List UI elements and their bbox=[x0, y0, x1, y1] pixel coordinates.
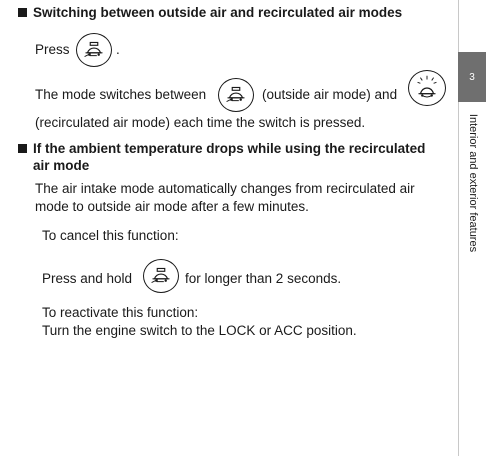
reactivate-label: To reactivate this function: bbox=[42, 305, 199, 320]
section-heading-air-modes: Switching between outside air and recirculated air modes bbox=[33, 5, 403, 20]
mode-text-middle: (outside air mode) and bbox=[262, 87, 398, 102]
ambient-description-line-1: The air intake mode automatically changes from recirculated air bbox=[35, 181, 415, 196]
press-hold-text-start: Press and hold bbox=[42, 271, 133, 286]
press-period: . bbox=[116, 42, 120, 57]
heading-line-2: air mode bbox=[33, 158, 90, 173]
ambient-description-line-2: mode to outside air mode after a few minutes. bbox=[35, 199, 309, 214]
chapter-title: Interior and exterior features bbox=[467, 113, 479, 253]
outside-air-mode-icon bbox=[76, 33, 112, 67]
chapter-number: 3 bbox=[469, 71, 475, 83]
recirculated-air-mode-icon bbox=[408, 70, 446, 106]
mode-text-start: The mode switches between bbox=[35, 87, 207, 102]
square-bullet-icon bbox=[18, 144, 27, 153]
square-bullet-icon bbox=[18, 8, 27, 17]
outside-air-mode-icon bbox=[218, 78, 254, 112]
reactivate-text: Turn the engine switch to the LOCK or ACC position. bbox=[42, 323, 357, 338]
section-heading-ambient-temperature bbox=[33, 140, 425, 174]
ambient-description bbox=[35, 180, 450, 216]
outside-air-mode-icon bbox=[143, 259, 179, 293]
press-label: Press bbox=[35, 42, 70, 57]
cancel-label: To cancel this function: bbox=[42, 228, 179, 243]
mode-text-end: (recirculated air mode) each time the switch is pressed. bbox=[35, 115, 366, 130]
chapter-tab bbox=[458, 52, 486, 102]
heading-line-1: If the ambient temperature drops while using the recirculated bbox=[33, 141, 426, 156]
press-hold-text-end: for longer than 2 seconds. bbox=[185, 271, 342, 286]
